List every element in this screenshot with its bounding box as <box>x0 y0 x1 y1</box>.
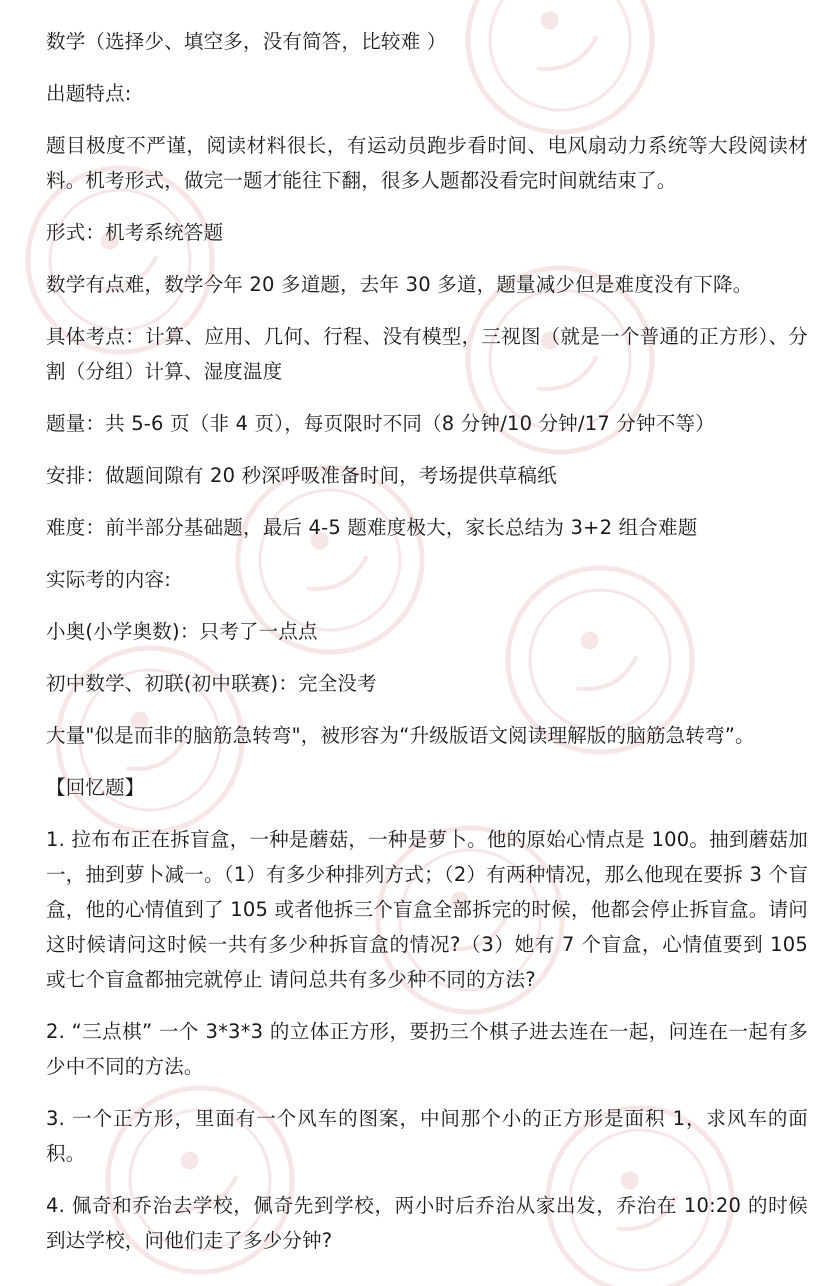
heading-actual-content: 实际考的内容: <box>46 568 171 591</box>
paragraph-difficulty-count: 数学有点难，数学今年 20 多道题，去年 30 多道，题量减少但是难度没有下降。 <box>46 273 753 296</box>
paragraph-difficulty: 难度：前半部分基础题，最后 4-5 题难度极大，家长总结为 3+2 组合难题 <box>46 516 698 539</box>
paragraph-olympiad: 小奥(小学奥数)：只考了一点点 <box>46 620 318 643</box>
paragraph-question-volume: 题量：共 5-6 页（非 4 页），每页限时不同（8 分钟/10 分钟/17 分钟不等） <box>46 412 715 435</box>
paragraph-topics: 具体考点：计算、应用、几何、行程、没有模型，三视图（就是一个普通的正方形）、分割（分组）计算、湿度温度 <box>46 325 808 383</box>
heading-math-overview: 数学（选择少、填空多，没有简答，比较难 ） <box>46 30 447 53</box>
paragraph-format: 形式：机考系统答题 <box>46 221 224 244</box>
paragraph-junior-math: 初中数学、初联(初中联赛)：完全没考 <box>46 672 377 695</box>
question-1: 1. 拉布布正在拆盲盒，一种是蘑菇，一种是萝卜。他的原始心情点是 100。抽到蘑菇加一，抽到萝卜减一。（1）有多少种排列方式；（2）有两种情况，那么他现在要拆 3 个盲盒，他的心情值到了 105 或者他拆三个盲盒全部拆完的时候，他都会停止拆盲盒。请问这时候请问这时候一共有多少种拆盲盒的情况?（3）她有 7 个盲盒，心情值要到 105 或七个盲盒都抽完就停止 请问总共有多少种不同的方法? <box>46 828 815 991</box>
paragraph-features-detail: 题目极度不严谨，阅读材料很长，有运动员跑步看时间、电风扇动力系统等大段阅读材料。机考形式，做完一题才能往下翻，很多人题都没看完时间就结束了。 <box>46 134 808 192</box>
paragraph-arrangement: 安排：做题间隙有 20 秒深呼吸准备时间，考场提供草稿纸 <box>46 464 557 487</box>
heading-question-features: 出题特点: <box>46 82 132 105</box>
question-4: 4. 佩奇和乔治去学校，佩奇先到学校，两小时后乔治从家出发，乔治在 10:20 的时候到达学校，问他们走了多少分钟? <box>46 1194 808 1252</box>
heading-recalled-questions: 【回忆题】 <box>46 776 145 799</box>
question-3: 3. 一个正方形，里面有一个风车的图案，中间那个小的正方形是面积 1，求风车的面积。 <box>46 1107 808 1165</box>
paragraph-brain-teasers: 大量"似是而非的脑筋急转弯"，被形容为“升级版语文阅读理解版的脑筋急转弯”。 <box>46 724 755 747</box>
question-2: 2. “三点棋” 一个 3*3*3 的立体正方形，要扔三个棋子进去连在一起，问连在一起有多少中不同的方法。 <box>46 1020 808 1078</box>
